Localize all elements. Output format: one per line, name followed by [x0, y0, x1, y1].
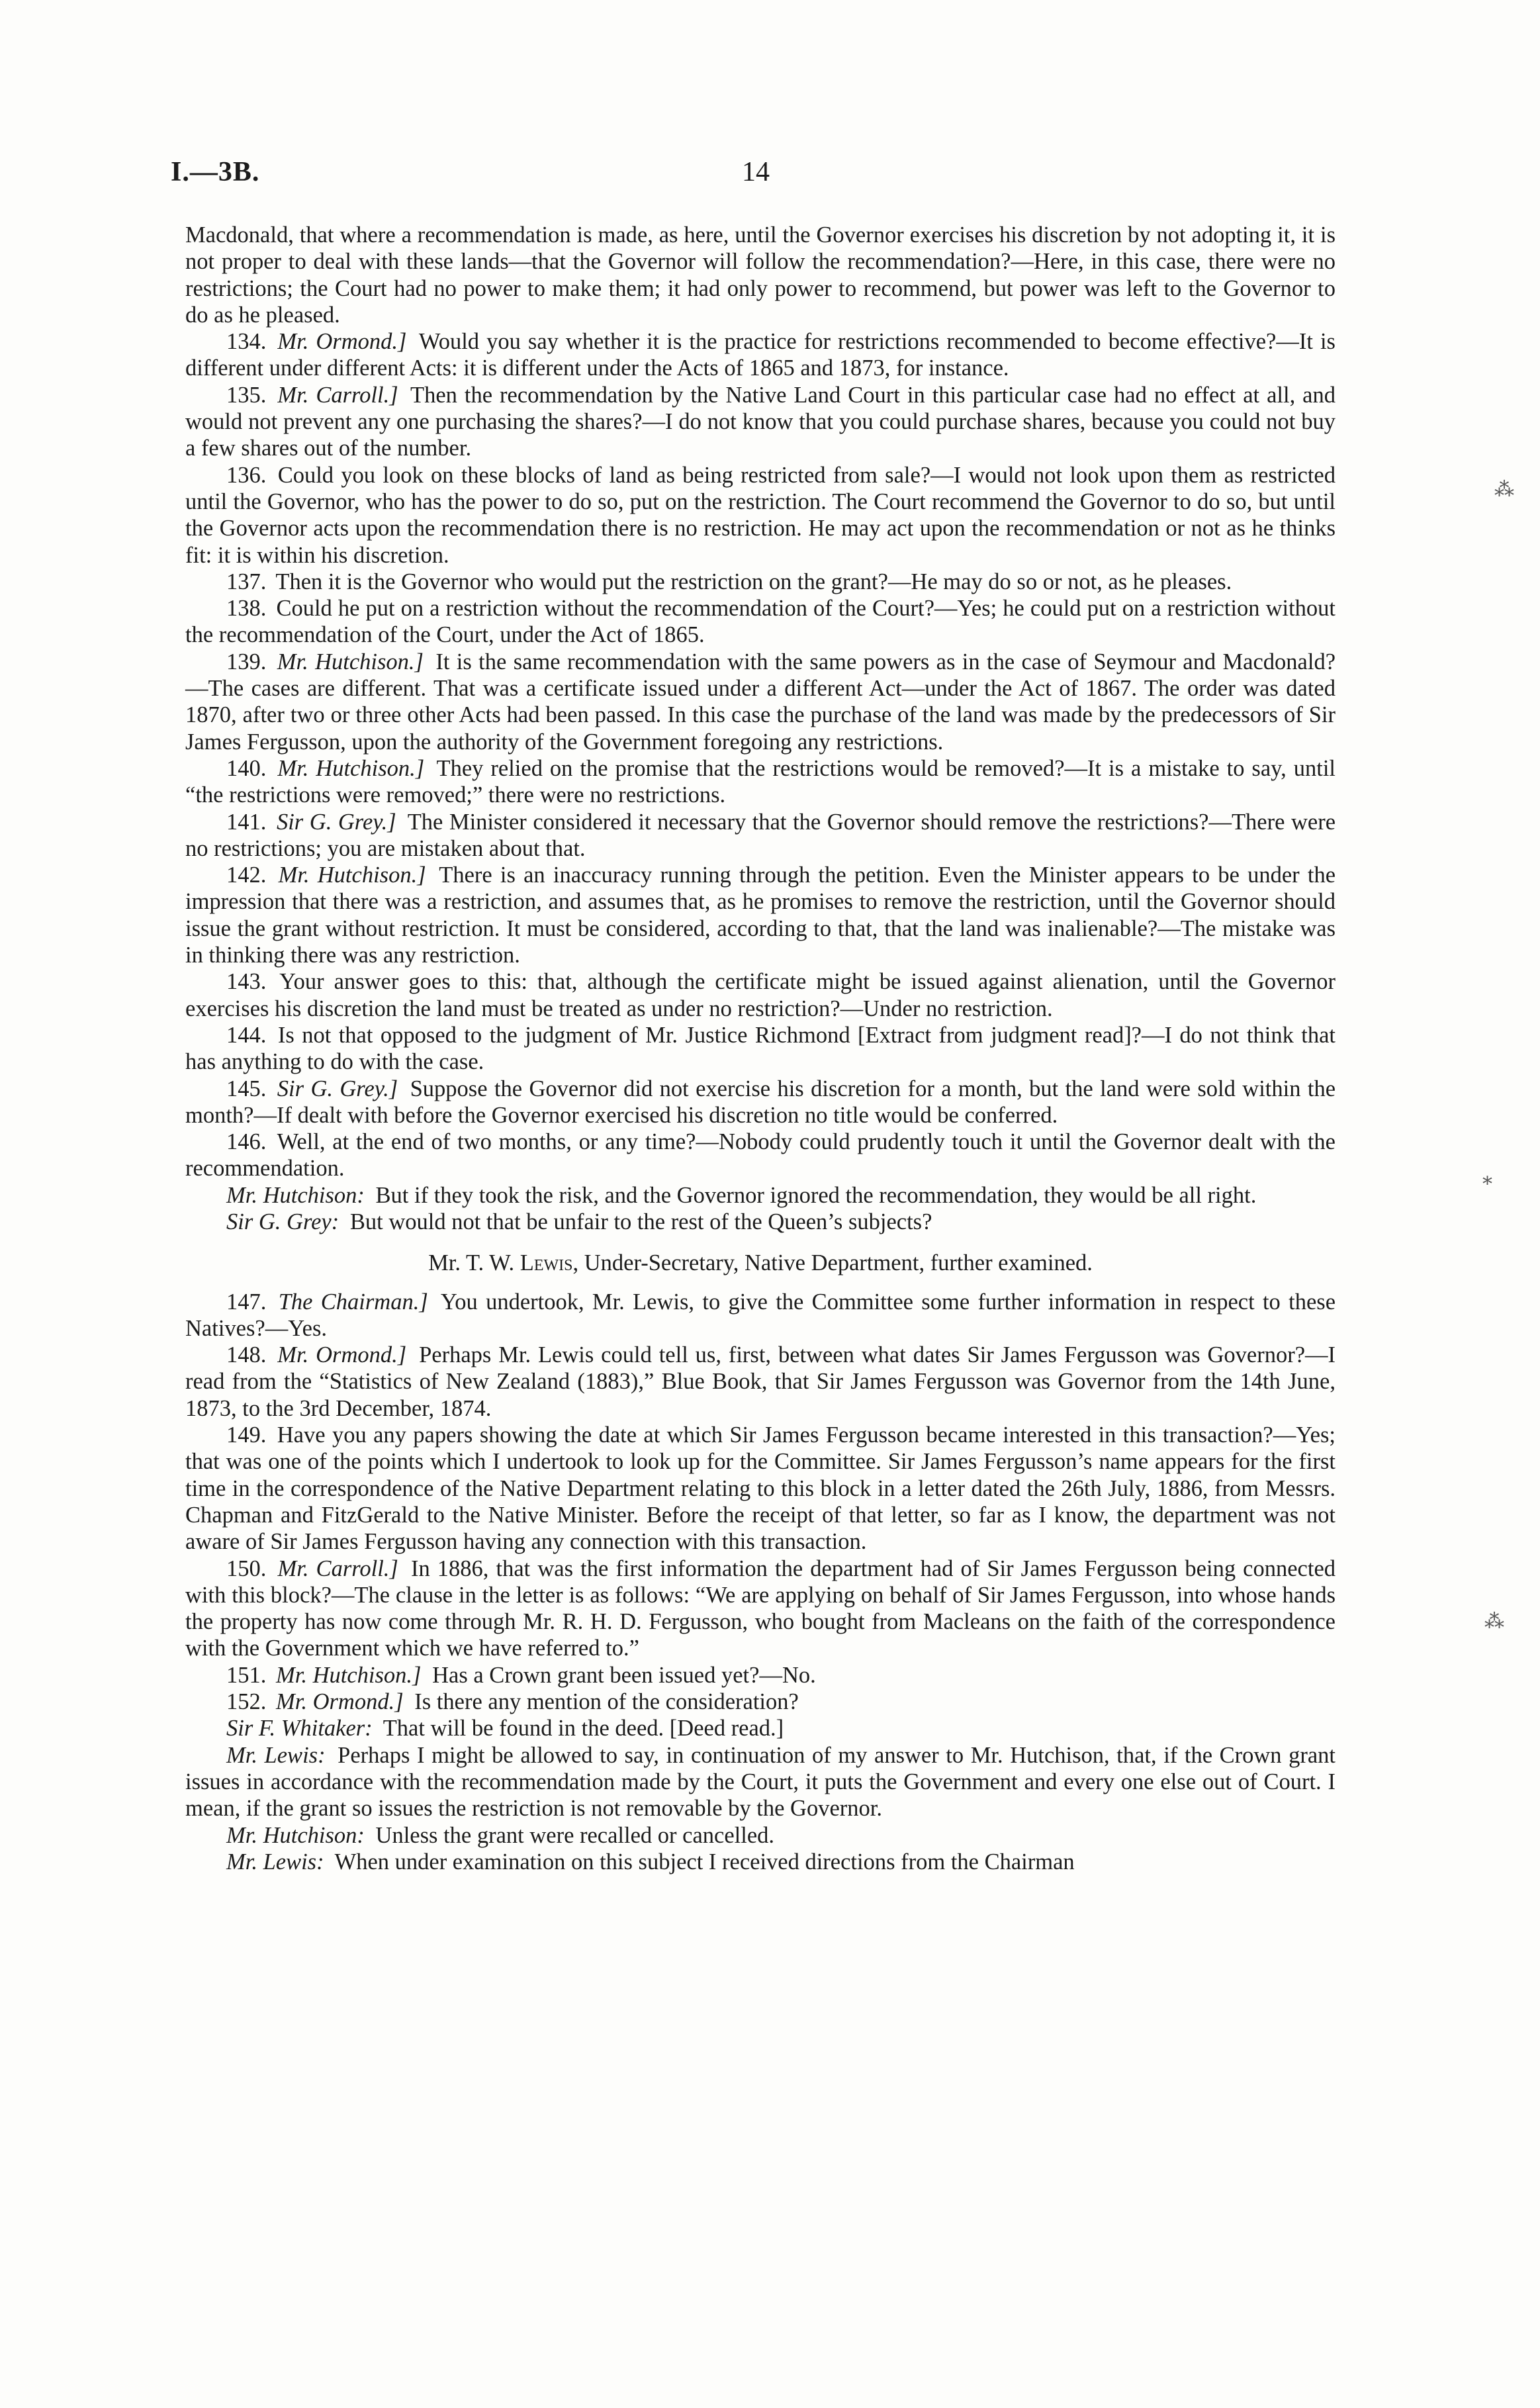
question-number: 149.: [226, 1422, 267, 1448]
paragraph-text: Is not that opposed to the judgment of Mr. Justice Richmond [Extract from judgment read]?—I do not think that has anything to do with the case.: [185, 1022, 1336, 1075]
question-141: [185, 809, 1336, 862]
paragraph-text: But if they took the risk, and the Governor ignored the recommendation, they would be all right.: [375, 1182, 1257, 1208]
question-145: [185, 1076, 1336, 1129]
speaker: Mr. Lewis:: [226, 1742, 326, 1768]
heading-name: Lewis: [520, 1250, 573, 1276]
heading-prefix: Mr. T. W.: [428, 1250, 515, 1276]
question-148: [185, 1342, 1336, 1422]
scan-mark: ⁎: [1482, 1167, 1492, 1189]
question-152: [185, 1689, 1336, 1715]
paragraph: [185, 222, 1336, 328]
question-149: [185, 1422, 1336, 1555]
speaker: The Chairman.]: [278, 1289, 428, 1315]
speaker: Mr. Hutchison.]: [277, 755, 425, 781]
paragraph-text: The Minister considered it necessary that the Governor should remove the restrictions?—There were no restrictions; you are mistaken about that.: [185, 809, 1336, 861]
speaker: Sir G. Grey:: [226, 1209, 340, 1234]
question-number: 139.: [226, 649, 267, 674]
question-134: [185, 328, 1336, 382]
paragraph-text: Would you say whether it is the practice for restrictions recommended to become effective?—It is different under different Acts: it is different under the Acts of 1865 and 1873, for instance.: [185, 329, 1336, 381]
paragraph-text: That will be found in the deed. [Deed read.]: [383, 1716, 784, 1741]
paragraph-text: There is an inaccuracy running through the petition. Even the Minister appears to be under the impression that there was a restriction, and assumes that, as he promises to remove the restriction, until the Governor should issue the grant without restriction. It must be considered, according to that, that the land was inalienable?—The mistake was in thinking there was any restriction.: [185, 862, 1336, 968]
question-number: 134.: [226, 329, 267, 355]
paragraph-text: Is there any mention of the consideration?: [414, 1689, 799, 1715]
paragraph-text: Then the recommendation by the Native Land Court in this particular case had no effect at all, and would not prevent any one purchasing the shares?—I do not know that you could purchase shares, because you could not buy a few shares out of the number.: [185, 382, 1336, 461]
question-number: 140.: [226, 755, 267, 781]
question-151: [185, 1662, 1336, 1689]
question-number: 143.: [226, 969, 267, 995]
question-number: 142.: [226, 862, 267, 888]
speaker: Sir F. Whitaker:: [226, 1716, 373, 1741]
remark: [185, 1849, 1336, 1875]
remark: [185, 1822, 1336, 1849]
question-number: 150.: [226, 1555, 267, 1581]
paragraph-text: You undertook, Mr. Lewis, to give the Committee some further information in respect to these Natives?—Yes.: [185, 1289, 1336, 1341]
question-number: 147.: [226, 1289, 267, 1315]
paragraph-text: Perhaps Mr. Lewis could tell us, first, between what dates Sir James Fergusson was Governor?—I read from the “Statistics of New Zealand (1883),” Blue Book, that Sir James Fergusson was Governor from the 14th June, 1873, to the 3rd December, 1874.: [185, 1342, 1336, 1421]
paragraph-text: Could he put on a restriction without the recommendation of the Court?—Yes; he could put on a restriction without the recommendation of the Court, under the Act of 1865.: [185, 596, 1336, 648]
page-number: 14: [742, 157, 770, 187]
question-number: 136.: [226, 462, 267, 488]
speaker: Mr. Ormond.]: [277, 329, 407, 355]
remark: [185, 1715, 1336, 1741]
speaker: Sir G. Grey.]: [276, 809, 396, 835]
speaker: Mr. Hutchison.]: [277, 649, 424, 674]
paragraph-text: When under examination on this subject I received directions from the Chairman: [334, 1849, 1075, 1875]
question-number: 152.: [226, 1689, 267, 1715]
speaker: Mr. Ormond.]: [276, 1689, 404, 1715]
speaker: Mr. Hutchison:: [226, 1822, 365, 1848]
speaker: Mr. Hutchison.]: [276, 1662, 422, 1688]
question-number: 137.: [226, 569, 267, 594]
heading-suffix: , Under-Secretary, Native Department, further examined.: [572, 1250, 1093, 1276]
paragraph-text: Has a Crown grant been issued yet?—No.: [432, 1662, 816, 1688]
remark: [185, 1182, 1336, 1209]
speaker: Mr. Ormond.]: [277, 1342, 407, 1368]
page-header: [171, 156, 1336, 196]
speaker: Mr. Carroll.]: [277, 1555, 398, 1581]
speaker: Mr. Lewis:: [226, 1849, 324, 1875]
question-number: 145.: [226, 1076, 267, 1101]
paragraph-text: Have you any papers showing the date at which Sir James Fergusson became interested in this transaction?—Yes; that was one of the points which I undertook to look up for the Committee. Sir James Fergusson’s name appears for the first time in the correspondence of the Native Department relating to this block in a letter dated the 26th July, 1886, from Messrs. Chapman and FitzGerald to the Native Minister. Before the receipt of that letter, so far as I know, the department was not aware of Sir James Fergusson having any connection with this transaction.: [185, 1422, 1336, 1555]
speaker: Mr. Hutchison.]: [278, 862, 426, 888]
paragraph-text: Perhaps I might be allowed to say, in continuation of my answer to Mr. Hutchison, that, if the Crown grant issues in accordance with the recommendation made by the Court, it puts the Government and every one else out of Court. I mean, if the grant so issues the restriction is not removable by the Governor.: [185, 1742, 1336, 1822]
question-143: [185, 968, 1336, 1022]
question-139: [185, 649, 1336, 755]
question-135: [185, 382, 1336, 462]
body-text: [185, 222, 1336, 1875]
question-142: [185, 862, 1336, 968]
paragraph-text: Your answer goes to this: that, although the certificate might be issued against alienation, until the Governor exercises his discretion the land must be treated as under no restriction?—Under no restriction.: [185, 969, 1336, 1021]
question-number: 138.: [226, 596, 267, 622]
paragraph-text: It is the same recommendation with the same powers as in the case of Seymour and Macdonald?—The cases are different. That was a certificate issued under a different Act—under the Act of 1867. The order was dated 1870, after two or three other Acts had been passed. In this case the purchase of the land was made by the predecessors of Sir James Fergusson, upon the authority of the Government foregoing any restrictions.: [185, 649, 1336, 755]
paragraph-text: In 1886, that was the first information the department had of Sir James Fergusson being connected with this block?—The clause in the letter is as follows: “We are applying on behalf of Sir James Fergusson, into whose hands the property has now come through Mr. R. H. D. Fergusson, who bought from Macleans on the faith of the correspondence with the Government which we have referred to.”: [185, 1555, 1336, 1661]
speaker: Mr. Hutchison:: [226, 1182, 365, 1208]
paragraph-text: Well, at the end of two months, or any time?—Nobody could prudently touch it until the Governor dealt with the recommendation.: [185, 1129, 1336, 1181]
question-150: [185, 1555, 1336, 1662]
paragraph-text: They relied on the promise that the restrictions would be removed?—It is a mistake to say, until “the restrictions were removed;” there were no restrictions.: [185, 755, 1336, 808]
question-number: 135.: [226, 382, 267, 408]
speaker: Sir G. Grey.]: [277, 1076, 398, 1101]
remark: [185, 1742, 1336, 1822]
paragraph-text: But would not that be unfair to the rest of the Queen’s subjects?: [349, 1209, 932, 1234]
question-146: [185, 1129, 1336, 1182]
question-140: [185, 755, 1336, 809]
question-number: 144.: [226, 1022, 267, 1048]
speaker: Mr. Carroll.]: [277, 382, 398, 408]
scan-mark: ⁂: [1494, 479, 1514, 500]
question-number: 148.: [226, 1342, 267, 1368]
paragraph-text: Then it is the Governor who would put the restriction on the grant?—He may do so or not, as he pleases.: [275, 569, 1232, 594]
paragraph-text: Macdonald, that where a recommendation is made, as here, until the Governor exercises his discretion by not adopting it, it is not proper to deal with these lands—that the Governor will follow the recommendation?—Here, in this case, there were no restrictions; the Court had no power to make them; it had only power to recommend, but power was left to the Governor to do as he pleased.: [185, 222, 1336, 328]
question-number: 141.: [226, 809, 267, 835]
paragraph-text: Suppose the Governor did not exercise his discretion for a month, but the land were sold within the month?—If dealt with before the Governor exercised his discretion no title would be conferred.: [185, 1076, 1336, 1128]
question-number: 151.: [226, 1662, 267, 1688]
question-138: [185, 595, 1336, 649]
question-number: 146.: [226, 1129, 267, 1155]
section-heading: [185, 1250, 1336, 1276]
remark: [185, 1209, 1336, 1235]
paragraph-text: Unless the grant were recalled or cancelled.: [375, 1822, 775, 1848]
question-136: [185, 462, 1336, 569]
question-147: [185, 1289, 1336, 1342]
document-reference: I.—3B.: [171, 157, 260, 187]
scan-mark: ⁂: [1484, 1610, 1504, 1632]
question-144: [185, 1022, 1336, 1076]
paragraph-text: Could you look on these blocks of land as being restricted from sale?—I would not look upon them as restricted until the Governor, who has the power to do so, put on the restriction. The Court recommend the Governor to do so, but until the Governor acts upon the recommendation there is no restriction. He may act upon the recommendation or not as he thinks fit: it is within his discretion.: [185, 462, 1336, 568]
question-137: [185, 569, 1336, 595]
